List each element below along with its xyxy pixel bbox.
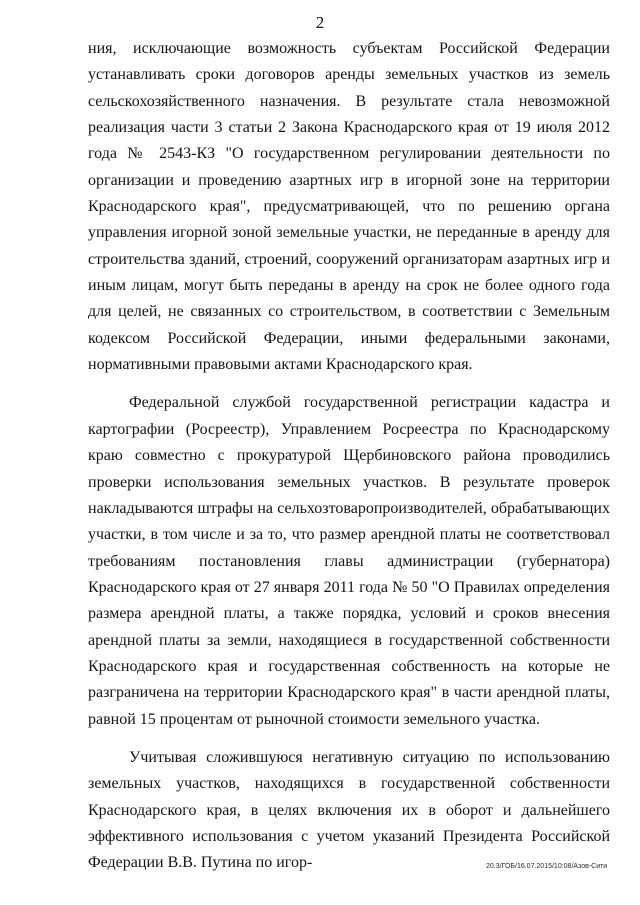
paragraph-rosreestr-inspections: Федеральной службой государственной регистрации кадастра и картографии (Росреестр), Управлением Росреестра по Краснодарскому краю совместно с прокуратурой Щербиновского района проводились проверки использования земельных участков. В результате проверок накладываются штрафы на сельхозтоваропроизводителей, обрабатывающих участки, в том числе и за то, что размер арендной платы не соответствовал требованиям постановления главы администрации (губернатора) Краснодарского края от 27 января 2011 года № 50 "О Правилах определения размера арендной платы, а также порядка, условий и сроков внесения арендной платы за земли, находящиеся в государственной собственности Краснодарского края и государственная собственность на которые не разграничена на территории Краснодарского края" в части арендной платы, равной 15 процентам от рыночной стоимости земельного участка. (88, 394, 610, 728)
document-body (88, 36, 610, 877)
paragraph-continuation: ния, исключающие возможность субъектам Российской Федерации устанавливать сроки договоров аренды земельных участков из земель сельскохозяйственного назначения. В результате стала невозможной реализация части 3 статьи 2 Закона Краснодарского края от 19 июля 2012 года № 2543-КЗ "О государственном регулировании деятельности по организации и проведению азартных игр в игорной зоне на территории Краснодарского края", предусматривающей, что по решению органа управления игорной зоной земельные участки, не переданные в аренду для строительства зданий, строений, сооружений организаторам азартных игр и иным лицам, могут быть переданы в аренду на срок не более одного года для целей, не связанных со строительством, в соответствии с Земельным кодексом Российской Федерации, иными федеральными законами, нормативными правовыми актами Краснодарского края. (88, 40, 610, 374)
paragraph-negative-situation: Учитывая сложившуюся негативную ситуацию по использованию земельных участков, находящихся в государственной собственности Краснодарского края, в целях включения их в оборот и дальнейшего эффективного использования с учетом указаний Президента Российской Федерации В.В. Путина по игор- (88, 748, 610, 872)
page-number: 2 (315, 13, 325, 32)
document-code: 20.3/ГОБ/16.07.2015/10:08/Азов-Сити (486, 863, 608, 870)
